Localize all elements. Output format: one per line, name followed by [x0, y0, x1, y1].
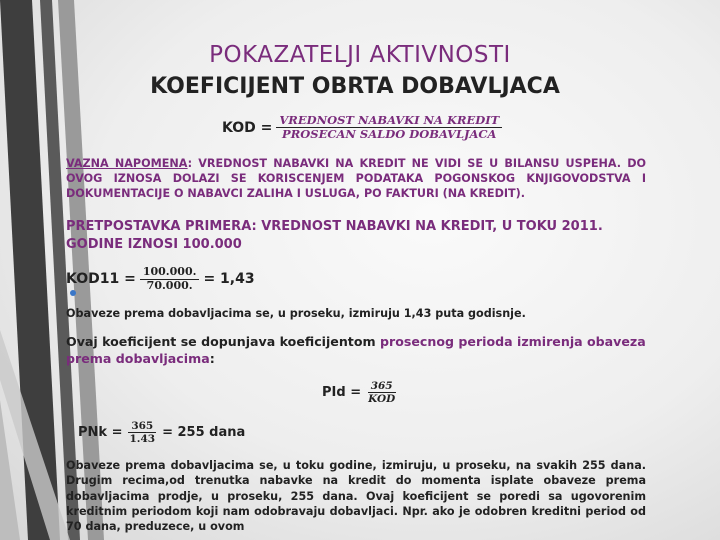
- kod11-numerator: 100.000.: [140, 266, 200, 280]
- example-assumption: PRETPOSTAVKA PRIMERA: VREDNOST NABAVKI NA KREDIT, U TOKU 2011. GODINE IZNOSI 100.000: [66, 219, 603, 252]
- bullet-icon: [70, 290, 76, 296]
- note-text: : VREDNOST NABAVKI NA KREDIT NE VIDI SE U BILANSU USPEHA. DO OVOG IZNOSA DOLAZI SE KORISCENJEM PODATAKA POGONSKOG KNJIGOVODSTVA I DOKUMENTACIJE O NABAVCI ZALIHA I USLUGA, PO FAKTURI (NA KREDIT).: [66, 157, 646, 200]
- slide-title: POKAZATELJI AKTIVNOSTI: [209, 42, 511, 68]
- kod-label: KOD =: [222, 119, 273, 136]
- supplementary-highlight: prosecnog perioda izmirenja obaveza prema dobavljacima: [66, 334, 646, 366]
- pid-fraction: [365, 380, 398, 405]
- kod-formula: [222, 114, 502, 141]
- kod-denominator: PROSECAN SALDO DOBAVLJACA: [282, 127, 497, 142]
- pnk-result: = 255 dana: [162, 425, 246, 441]
- supplementary-text: [66, 333, 646, 367]
- kod11-result: = 1,43: [203, 271, 255, 288]
- kod-numerator: VREDNOST NABAVKI NA KREDIT: [276, 114, 502, 128]
- pnk-numerator: 365: [128, 420, 156, 433]
- important-note: [66, 156, 646, 201]
- pid-formula: [322, 380, 398, 405]
- pnk-denominator: 1.43: [129, 433, 156, 446]
- explanation-paragraph: Obaveze prema dobavljacima se, u toku godine, izmiruju, u proseku, na svakih 255 dana. Drugim recima,od trenutka nabavke na kredit do momenta isplate obaveze prema dobavljacima prodje, u proseku, 255 dana. Ovaj koeficijent se poredi sa ugovorenim kreditnim periodom koji nam odobravaju dobavljaci. Npr. ako je odobren kreditni period od 70 dana, preduzece, u ovom: [66, 459, 646, 534]
- pid-denominator: KOD: [368, 393, 396, 406]
- supplementary-lead: Ovaj koeficijent se dopunjava koeficijentom: [66, 334, 380, 349]
- kod11-label: KOD11 =: [66, 271, 136, 288]
- kod-fraction: [276, 114, 502, 141]
- turnover-interpretation: Obaveze prema dobavljacima se, u proseku, izmiruju 1,43 puta godisnje.: [66, 307, 526, 320]
- slide-subtitle: KOEFICIJENT OBRTA DOBAVLJACA: [150, 74, 560, 99]
- pnk-label: PNk =: [78, 425, 123, 441]
- pnk-fraction: [126, 420, 158, 445]
- pid-numerator: 365: [368, 380, 396, 393]
- kod11-formula: [66, 266, 255, 292]
- pid-label: PId =: [322, 385, 362, 401]
- note-prefix: VAZNA NAPOMENA: [66, 157, 188, 170]
- supplementary-suffix: :: [209, 351, 215, 366]
- kod11-fraction: [140, 266, 200, 292]
- kod11-denominator: 70.000.: [146, 278, 193, 292]
- pnk-formula: [78, 420, 245, 445]
